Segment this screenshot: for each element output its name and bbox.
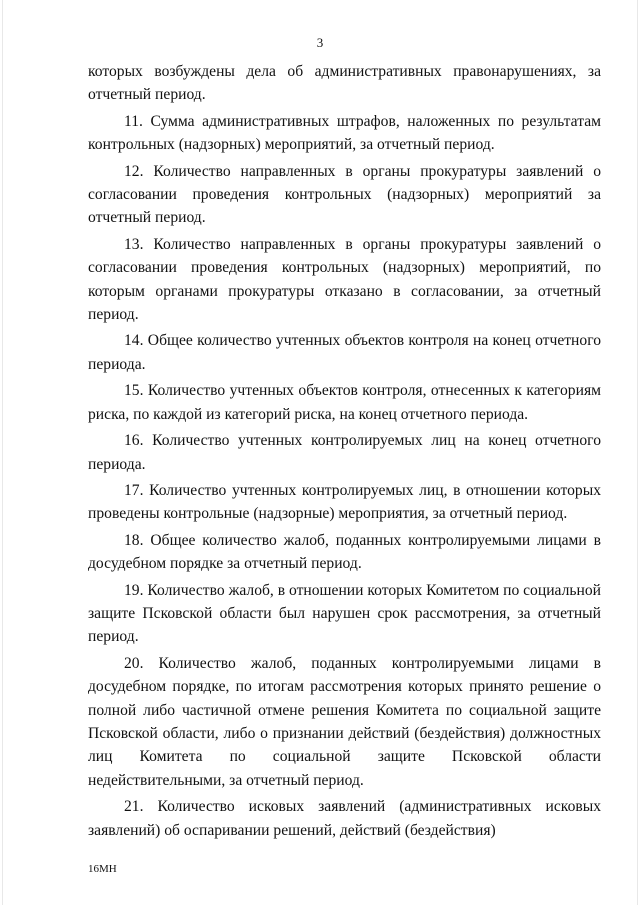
paragraph-item-20: 20. Количество жалоб, поданных контролируемыми лицами в досудебном порядке, по итогам рассмотрения которых принято решение о полной либо частичной отмене решения Комитета по социальной защите Псковской области, либо о признании действий (бездействия) должностных лиц Комитета по социальной защите Псковской области недействительными, за отчетный период.: [88, 654, 601, 789]
paragraph-item-11: 11. Сумма административных штрафов, наложенных по результатам контрольных (надзорных) мероприятий, за отчетный период.: [88, 112, 601, 154]
paragraph-item-21: 21. Количество исковых заявлений (административных исковых заявлений) об оспаривании решений, действий (бездействия): [88, 798, 601, 839]
scan-edge-left: [2, 0, 3, 905]
paragraph-item-12: 12. Количество направленных в органы прокуратуры заявлений о согласовании проведения контрольных (надзорных) мероприятий за отчетный период.: [88, 162, 601, 227]
paragraph-continuation: которых возбуждены дела об административных правонарушениях, за отчетный период.: [88, 63, 601, 104]
paragraph-item-13: 13. Количество направленных в органы прокуратуры заявлений о согласовании проведения контрольных (надзорных) мероприятий, по которым органами прокуратуры отказано в согласовании, за отчетный период.: [88, 235, 601, 324]
paragraph-item-14: 14. Общее количество учтенных объектов контроля на конец отчетного периода.: [88, 332, 601, 373]
footer-document-code: 16МН: [88, 863, 117, 875]
paragraph-item-15: 15. Количество учтенных объектов контроля, отнесенных к категориям риска, по каждой из категорий риска, на конец отчетного периода.: [88, 382, 601, 423]
scan-edge-right: [637, 0, 638, 905]
paragraph-item-16: 16. Количество учтенных контролируемых лиц на конец отчетного периода.: [88, 432, 601, 473]
page-number: 3: [316, 35, 324, 50]
paragraph-item-19: 19. Количество жалоб, в отношении которых Комитетом по социальной защите Псковской области был нарушен срок рассмотрения, за отчетный период.: [88, 581, 601, 646]
paragraph-item-18: 18. Общее количество жалоб, поданных контролируемыми лицами в досудебном порядке за отчетный период.: [88, 531, 601, 573]
paragraph-item-17: 17. Количество учтенных контролируемых лиц, в отношении которых проведены контрольные (надзорные) мероприятия, за отчетный период.: [88, 481, 601, 523]
document-body: [88, 60, 601, 845]
